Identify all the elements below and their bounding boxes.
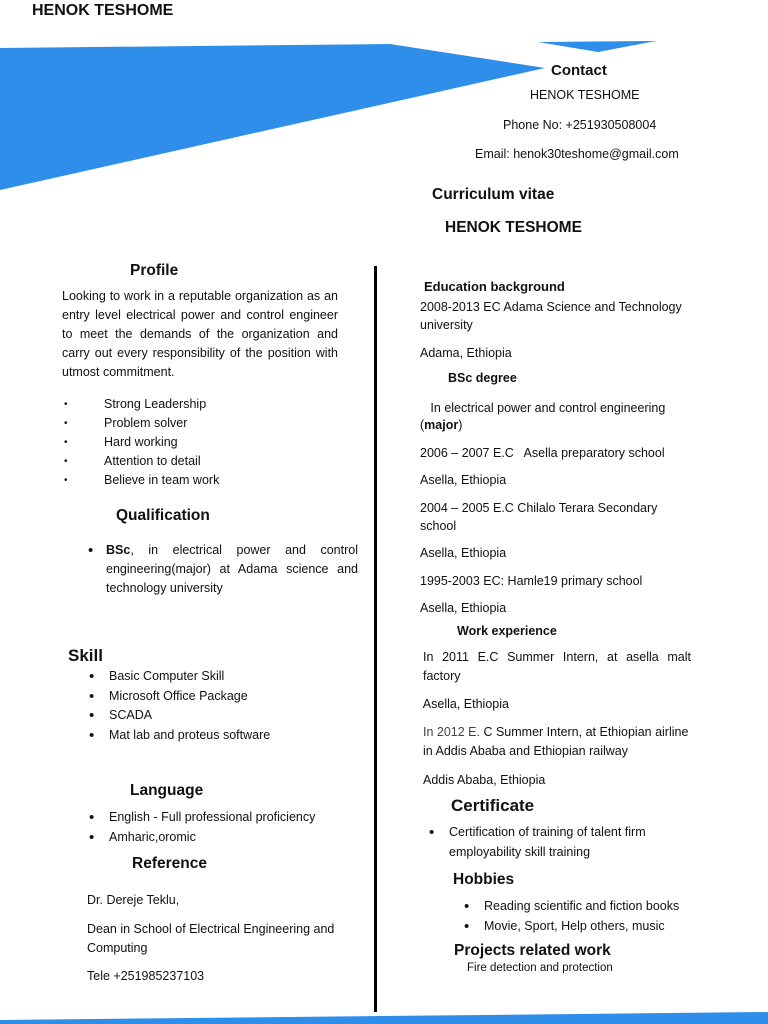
cv-title: Curriculum vitae — [432, 186, 555, 203]
certificate-list — [429, 823, 679, 862]
qualification-item — [88, 541, 358, 598]
education-3-line2: school — [420, 519, 457, 533]
reference-name: Dr. Dereje Teklu, — [87, 893, 180, 907]
list-item: • Attention to detail — [62, 452, 219, 471]
list-item: • Hard working — [62, 433, 219, 452]
list-item: • Problem solver — [62, 414, 219, 433]
project-item: Fire detection and protection — [467, 962, 613, 974]
education-1-line1: 2008-2013 EC Adama Science and Technology — [420, 300, 682, 314]
skill-title: Skill — [68, 646, 103, 665]
projects-title: Projects related work — [454, 942, 611, 959]
work-1-place: Asella, Ethiopia — [420, 697, 509, 711]
reference-position-line2: Computing — [87, 941, 148, 955]
list-item: • Strong Leadership — [62, 395, 219, 414]
list-item: • Believe in team work — [62, 471, 219, 490]
profile-title: Profile — [130, 262, 179, 279]
work-title: Work experience — [457, 624, 557, 638]
list-item: • Movie, Sport, Help others, music — [464, 917, 679, 937]
profile-text: Looking to work in a reputable organization as an entry level electrical power and control engineer to meet the demands of the organization and carry out every responsibility of the position with utmost commitment. — [62, 289, 338, 379]
degree-major — [420, 416, 692, 435]
degree-major-word: major — [424, 418, 459, 432]
top-right-blue-sliver — [538, 41, 656, 52]
education-title: Education background — [424, 279, 565, 294]
list-item: • Amharic,oromic — [89, 828, 315, 848]
language-title: Language — [130, 782, 204, 799]
language-list — [89, 808, 315, 847]
qualification-title: Qualification — [116, 507, 210, 524]
cv-name: HENOK TESHOME — [445, 219, 582, 236]
work-2-place: Addis Ababa, Ethiopia — [423, 773, 546, 787]
degree-major-close: ) — [458, 418, 463, 432]
header-name: HENOK TESHOME — [32, 2, 174, 19]
education-3-line1: 2004 – 2005 E.C Chilalo Terara Secondary — [420, 501, 658, 515]
education-2-place: Asella, Ethiopia — [420, 473, 507, 487]
reference-position-line1: Dean in School of Electrical Engineering and — [87, 922, 335, 936]
list-item: • Certification of training of talent firm employability skill training — [429, 823, 679, 862]
contact-phone: Phone No: +251930508004 — [503, 118, 657, 132]
qualification-degree: BSc — [106, 543, 131, 557]
education-1-line2: university — [420, 318, 473, 332]
list-item: • Mat lab and proteus software — [89, 726, 270, 746]
contact-title: Contact — [551, 62, 607, 79]
top-left-blue-banner — [0, 44, 545, 190]
certificate-title: Certificate — [451, 796, 535, 815]
contact-name: HENOK TESHOME — [530, 88, 640, 102]
education-1-place: Adama, Ethiopia — [420, 346, 512, 360]
degree-title: BSc degree — [448, 371, 517, 385]
list-item: • Reading scientific and fiction books — [464, 897, 679, 917]
work-2-prefix: In 2012 E. — [423, 725, 480, 739]
education-2: 2006 – 2007 E.C Asella preparatory school — [420, 446, 665, 460]
list-item: • Basic Computer Skill — [89, 667, 270, 687]
degree-line: In electrical power and control engineering — [420, 401, 666, 415]
work-1: In 2011 E.C Summer Intern, at asella malt factory — [423, 650, 691, 683]
skill-list — [89, 667, 270, 745]
hobbies-list — [464, 897, 679, 936]
bottom-blue-band — [0, 1012, 768, 1024]
list-item: • SCADA — [89, 706, 270, 726]
reference-phone: Tele +251985237103 — [87, 969, 205, 983]
education-4-place: Asella, Ethiopia — [420, 601, 507, 615]
reference-title: Reference — [132, 855, 207, 872]
education-3-place: Asella, Ethiopia — [420, 546, 507, 560]
work-2 — [423, 723, 693, 760]
list-item: • Microsoft Office Package — [89, 687, 270, 707]
hobbies-title: Hobbies — [453, 871, 515, 888]
profile-traits-list — [62, 395, 219, 490]
degree-major-open: ( — [420, 418, 425, 432]
contact-email: Email: henok30teshome@gmail.com — [475, 147, 679, 161]
column-divider — [374, 266, 377, 1012]
education-4: 1995-2003 EC: Hamle19 primary school — [420, 574, 643, 588]
list-item: • English - Full professional proficiency — [89, 808, 315, 828]
work-2-rest: C Summer Intern, at Ethiopian airline in Addis Ababa and Ethiopian railway — [423, 725, 689, 758]
qualification-text: , in electrical power and control engineering(major) at Adama science and technology university — [106, 543, 358, 595]
